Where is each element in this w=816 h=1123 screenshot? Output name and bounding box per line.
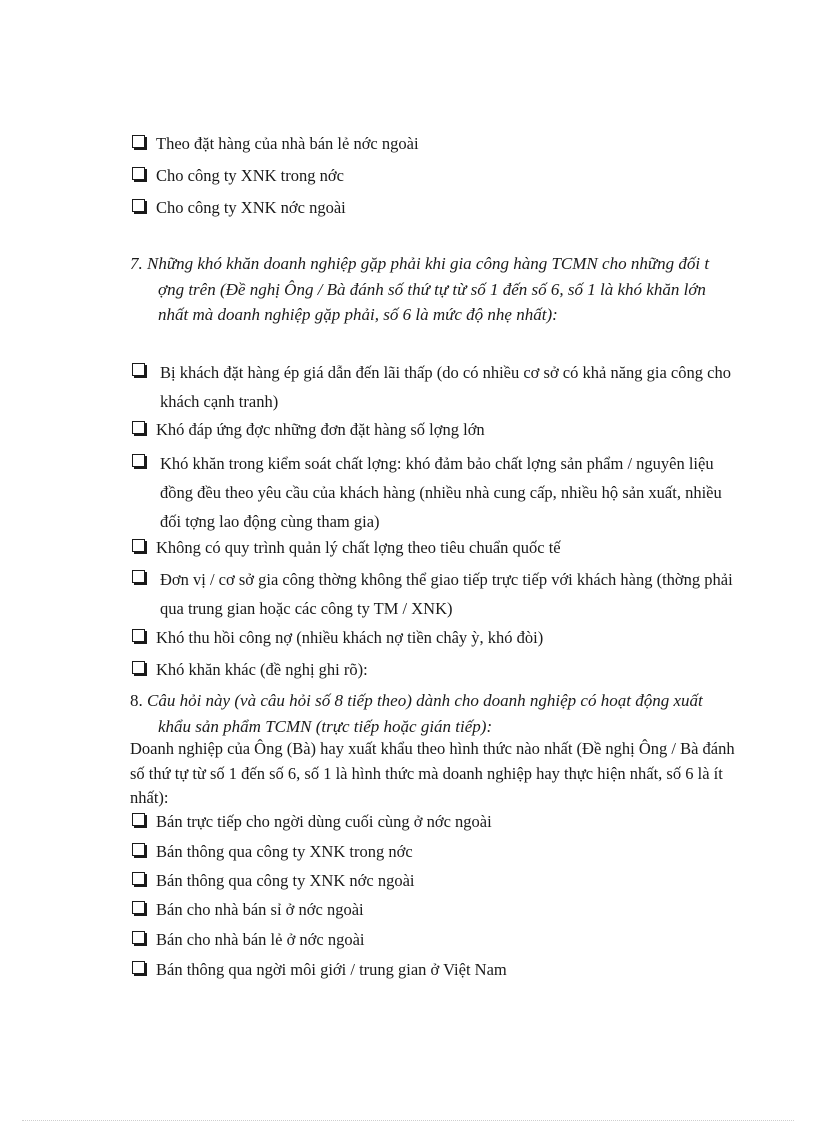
checkbox[interactable]	[132, 539, 145, 552]
checkbox[interactable]	[132, 167, 145, 180]
checkbox[interactable]	[132, 813, 145, 826]
checkbox[interactable]	[132, 931, 145, 944]
option-label: Khó khăn khác (đề nghị ghi rõ):	[156, 660, 368, 679]
q8-option-6	[130, 956, 736, 984]
option-label: Khó thu hồi công nợ (nhiều khách nợ tiền chây ỳ, khó đòi)	[156, 628, 544, 647]
checkbox[interactable]	[132, 363, 145, 376]
q8-option-1	[130, 808, 736, 836]
option-label: Cho công ty XNK nớc ngoài	[156, 198, 346, 217]
option-label: Không có quy trình quản lý chất lợng theo tiêu chuẩn quốc tế	[156, 538, 561, 557]
checkbox[interactable]	[132, 199, 145, 212]
q7-option-1	[130, 358, 736, 416]
option-label: Bán thông qua công ty XNK trong nớc	[156, 842, 413, 861]
question-8-number: 8.	[130, 691, 143, 710]
checkbox[interactable]	[132, 135, 145, 148]
checkbox[interactable]	[132, 629, 145, 642]
checkbox[interactable]	[132, 661, 145, 674]
checkbox[interactable]	[132, 570, 145, 583]
q8-option-4	[130, 896, 736, 924]
question-8-text: Câu hỏi này (và câu hỏi số 8 tiếp theo) dành cho doanh nghiệp có hoạt động xuất khẩu sản phẩm TCMN (trực tiếp hoặc gián tiếp):	[147, 691, 703, 736]
option-domestic-xnk	[130, 162, 736, 190]
q7-option-6	[130, 624, 736, 652]
option-label: Bán trực tiếp cho ngời dùng cuối cùng ở nớc ngoài	[156, 812, 492, 831]
question-7: 7. Những khó khăn doanh nghiệp gặp phải khi gia công hàng TCMN cho những đối t ợng trên (Đề nghị Ông / Bà đánh số thứ tự từ số 1 đến số 6, số 1 là khó khăn lớn nhất mà doanh nghiệp gặp phải, số 6 là mức độ nhẹ nhất):	[130, 254, 710, 324]
option-label: Bán cho nhà bán sỉ ở nớc ngoài	[156, 900, 364, 919]
option-label: Bán thông qua công ty XNK nớc ngoài	[156, 871, 415, 890]
option-label: Bán thông qua ngời môi giới / trung gian ở Việt Nam	[156, 960, 507, 979]
q7-option-3	[130, 449, 736, 536]
option-label: Theo đặt hàng của nhà bán lẻ nớc ngoài	[156, 134, 419, 153]
question-8-instruction: Doanh nghiệp của Ông (Bà) hay xuất khẩu theo hình thức nào nhất (Đề nghị Ông / Bà đánh số thứ tự từ số 1 đến số 6, số 1 là hình thức mà doanh nghiệp hay thực hiện nhất, số 6 là ít nhất):	[130, 739, 735, 807]
q8-option-2	[130, 838, 736, 866]
q8-option-5	[130, 926, 736, 954]
checkbox[interactable]	[132, 901, 145, 914]
option-label: Đơn vị / cơ sở gia công thờng không thể giao tiếp trực tiếp với khách hàng (thờng phải qua trung gian hoặc các công ty TM / XNK)	[160, 570, 733, 618]
q7-option-2	[130, 416, 736, 444]
option-retailer-abroad	[130, 130, 736, 158]
q7-option-7	[130, 656, 736, 684]
q7-option-4	[130, 534, 736, 562]
checkbox[interactable]	[132, 872, 145, 885]
option-label: Khó khăn trong kiểm soát chất lợng: khó đảm bảo chất lợng sản phẩm / nguyên liệu đồng đều theo yêu cầu của khách hàng (nhiều nhà cung cấp, nhiều hộ sản xuất, nhiều đối tợng lao động cùng tham gia)	[160, 454, 722, 531]
q7-option-5	[130, 565, 736, 623]
checkbox[interactable]	[132, 843, 145, 856]
option-label: Bán cho nhà bán lẻ ở nớc ngoài	[156, 930, 365, 949]
option-label: Cho công ty XNK trong nớc	[156, 166, 344, 185]
page-bottom-divider	[22, 1120, 794, 1121]
option-label: Bị khách đặt hàng ép giá dẫn đến lãi thấp (do có nhiều cơ sở có khả năng gia công cho khách cạnh tranh)	[160, 363, 731, 411]
q8-option-3	[130, 867, 736, 895]
question-8	[130, 688, 736, 739]
option-foreign-xnk	[130, 194, 736, 222]
checkbox[interactable]	[132, 961, 145, 974]
option-label: Khó đáp ứng đợc những đơn đặt hàng số lợng lớn	[156, 420, 485, 439]
checkbox[interactable]	[132, 454, 145, 467]
checkbox[interactable]	[132, 421, 145, 434]
